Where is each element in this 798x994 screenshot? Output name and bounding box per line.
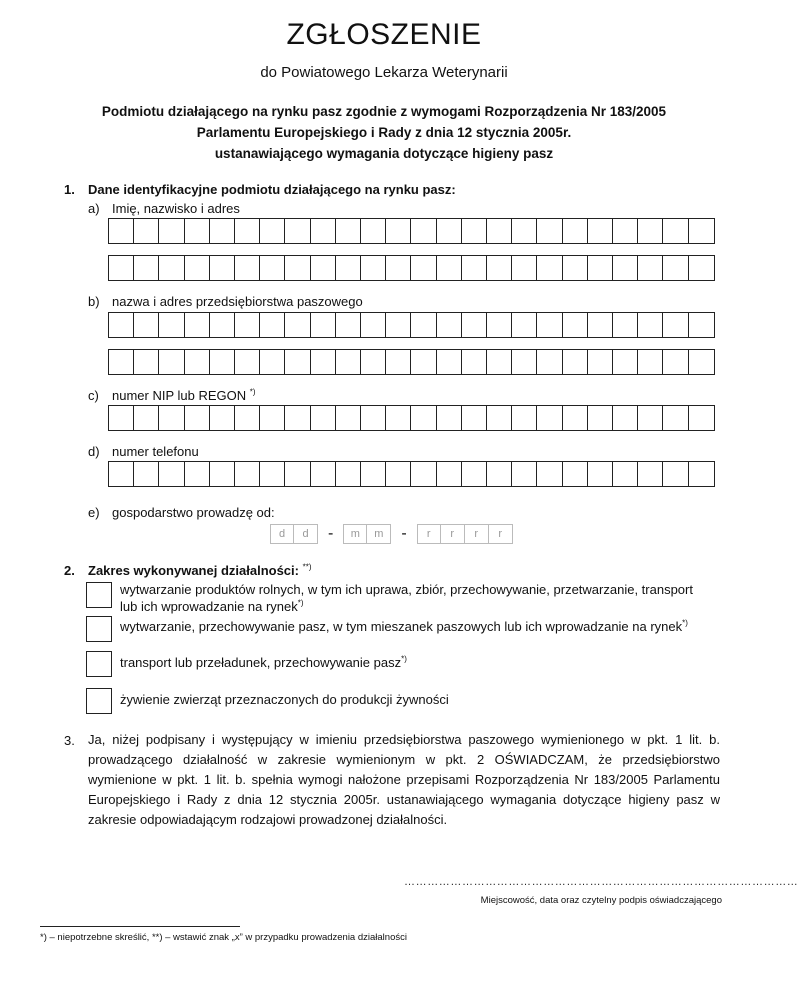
input-cell[interactable] — [260, 313, 285, 337]
input-cell[interactable] — [134, 350, 159, 374]
input-cell[interactable] — [361, 256, 386, 280]
input-cell[interactable] — [462, 256, 487, 280]
input-cell[interactable] — [185, 313, 210, 337]
input-cell[interactable] — [311, 462, 336, 486]
date-day[interactable]: d d — [270, 524, 318, 544]
input-cell[interactable] — [285, 313, 310, 337]
input-cell[interactable] — [336, 313, 361, 337]
input-cell[interactable] — [311, 350, 336, 374]
input-cell[interactable] — [487, 406, 512, 430]
input-cell[interactable] — [386, 350, 411, 374]
input-cell[interactable] — [411, 313, 436, 337]
input-cell[interactable] — [512, 350, 537, 374]
input-cell[interactable] — [159, 256, 184, 280]
input-cell[interactable] — [260, 219, 285, 243]
input-cell[interactable] — [210, 219, 235, 243]
section-1-heading: 1. Dane identyfikacyjne podmiotu działającego na rynku pasz: — [64, 182, 456, 197]
input-cell[interactable] — [563, 313, 588, 337]
input-cell[interactable] — [512, 406, 537, 430]
input-cell[interactable] — [462, 219, 487, 243]
input-cell[interactable] — [563, 350, 588, 374]
input-cell[interactable] — [663, 406, 688, 430]
input-cell[interactable] — [260, 406, 285, 430]
input-cell[interactable] — [260, 256, 285, 280]
input-cell[interactable] — [235, 256, 260, 280]
input-cell[interactable] — [134, 462, 159, 486]
company-grid-row-1[interactable] — [108, 312, 715, 338]
nip-regon-grid[interactable] — [108, 405, 715, 431]
input-cell[interactable] — [361, 350, 386, 374]
input-cell[interactable] — [185, 219, 210, 243]
input-cell[interactable] — [437, 256, 462, 280]
input-cell[interactable] — [462, 406, 487, 430]
input-cell[interactable] — [512, 313, 537, 337]
input-cell[interactable] — [613, 256, 638, 280]
input-cell[interactable] — [487, 313, 512, 337]
input-cell[interactable] — [336, 219, 361, 243]
input-cell[interactable] — [487, 350, 512, 374]
input-cell[interactable] — [462, 462, 487, 486]
input-cell[interactable] — [537, 406, 562, 430]
input-cell[interactable] — [613, 350, 638, 374]
input-cell[interactable] — [437, 350, 462, 374]
input-cell[interactable] — [437, 462, 462, 486]
input-cell[interactable] — [537, 350, 562, 374]
input-cell[interactable] — [462, 313, 487, 337]
input-cell[interactable] — [285, 462, 310, 486]
input-cell[interactable] — [109, 219, 134, 243]
input-cell[interactable] — [663, 462, 688, 486]
input-cell[interactable] — [613, 462, 638, 486]
input-cell[interactable] — [285, 219, 310, 243]
input-cell[interactable] — [487, 256, 512, 280]
input-cell[interactable] — [159, 313, 184, 337]
name-address-grid-row-2[interactable] — [108, 255, 715, 281]
input-cell[interactable] — [437, 219, 462, 243]
input-cell[interactable] — [638, 350, 663, 374]
input-cell[interactable] — [386, 406, 411, 430]
signature-caption: Miejscowość, data oraz czytelny podpis oświadczającego — [480, 895, 722, 906]
input-cell[interactable] — [411, 406, 436, 430]
input-cell[interactable] — [563, 462, 588, 486]
input-cell[interactable] — [235, 350, 260, 374]
input-cell[interactable] — [235, 462, 260, 486]
input-cell[interactable] — [689, 219, 714, 243]
input-cell[interactable] — [588, 350, 613, 374]
regulation-line-2: Parlamentu Europejskiego i Rady z dnia 12 stycznia 2005r. — [196, 125, 572, 140]
regulation-line-1: Podmiotu działającego na rynku pasz zgodnie z wymogami Rozporządzenia Nr 183/2005 — [101, 104, 667, 119]
input-cell[interactable] — [109, 256, 134, 280]
input-cell[interactable] — [638, 219, 663, 243]
footnote: *) – niepotrzebne skreślić, **) – wstawić znak „x” w przypadku prowadzenia działalności — [40, 932, 407, 943]
input-cell[interactable] — [134, 256, 159, 280]
input-cell[interactable] — [689, 406, 714, 430]
input-cell[interactable] — [386, 256, 411, 280]
input-cell[interactable] — [386, 462, 411, 486]
input-cell[interactable] — [210, 256, 235, 280]
input-cell[interactable] — [588, 406, 613, 430]
input-cell[interactable] — [185, 462, 210, 486]
input-cell[interactable] — [134, 313, 159, 337]
date-month[interactable]: m m — [343, 524, 391, 544]
activity-checkbox-3[interactable] — [86, 651, 112, 677]
input-cell[interactable] — [134, 219, 159, 243]
input-cell[interactable] — [109, 406, 134, 430]
input-cell[interactable] — [437, 313, 462, 337]
input-cell[interactable] — [336, 350, 361, 374]
input-cell[interactable] — [336, 462, 361, 486]
start-date-field[interactable] — [270, 524, 513, 544]
input-cell[interactable] — [260, 462, 285, 486]
date-separator: - — [328, 525, 334, 542]
section-2-heading: 2. Zakres wykonywanej działalności: **) — [64, 562, 312, 578]
input-cell[interactable] — [134, 406, 159, 430]
input-cell[interactable] — [159, 219, 184, 243]
input-cell[interactable] — [638, 313, 663, 337]
input-cell[interactable] — [386, 313, 411, 337]
input-cell[interactable] — [311, 256, 336, 280]
input-cell[interactable] — [588, 256, 613, 280]
input-cell[interactable] — [663, 313, 688, 337]
input-cell[interactable] — [210, 350, 235, 374]
input-cell[interactable] — [109, 313, 134, 337]
input-cell[interactable] — [663, 350, 688, 374]
date-separator: - — [401, 525, 407, 542]
footnote-divider — [40, 926, 240, 927]
input-cell[interactable] — [588, 219, 613, 243]
name-address-grid-row-1[interactable] — [108, 218, 715, 244]
input-cell[interactable] — [285, 406, 310, 430]
input-cell[interactable] — [689, 256, 714, 280]
company-grid-row-2[interactable] — [108, 349, 715, 375]
input-cell[interactable] — [285, 256, 310, 280]
input-cell[interactable] — [159, 350, 184, 374]
input-cell[interactable] — [537, 256, 562, 280]
input-cell[interactable] — [311, 313, 336, 337]
section-3-number: 3. — [64, 733, 75, 748]
input-cell[interactable] — [689, 462, 714, 486]
input-cell[interactable] — [386, 219, 411, 243]
input-cell[interactable] — [336, 256, 361, 280]
field-a-label: a) Imię, nazwisko i adres — [88, 201, 240, 216]
input-cell[interactable] — [235, 313, 260, 337]
input-cell[interactable] — [185, 350, 210, 374]
input-cell[interactable] — [663, 256, 688, 280]
input-cell[interactable] — [210, 406, 235, 430]
regulation-line-3: ustanawiającego wymagania dotyczące higieny pasz — [214, 146, 554, 161]
input-cell[interactable] — [588, 313, 613, 337]
field-b-label: b) nazwa i adres przedsiębiorstwa paszowego — [88, 294, 363, 309]
input-cell[interactable] — [512, 256, 537, 280]
input-cell[interactable] — [159, 406, 184, 430]
activity-option-1: wytwarzanie produktów rolnych, w tym ich uprawa, zbiór, przechowywanie, przetwarzanie, transport lub ich wprowadzanie na rynek*) — [120, 582, 693, 614]
input-cell[interactable] — [361, 406, 386, 430]
form-subtitle: do Powiatowego Lekarza Weterynarii — [260, 64, 508, 81]
input-cell[interactable] — [537, 219, 562, 243]
input-cell[interactable] — [563, 406, 588, 430]
activity-option-3: transport lub przeładunek, przechowywanie pasz*) — [120, 654, 407, 670]
phone-grid[interactable] — [108, 461, 715, 487]
input-cell[interactable] — [512, 219, 537, 243]
input-cell[interactable] — [437, 406, 462, 430]
input-cell[interactable] — [109, 350, 134, 374]
input-cell[interactable] — [588, 462, 613, 486]
activity-checkbox-4[interactable] — [86, 688, 112, 714]
input-cell[interactable] — [689, 313, 714, 337]
input-cell[interactable] — [411, 462, 436, 486]
input-cell[interactable] — [311, 219, 336, 243]
field-e-label: e) gospodarstwo prowadzę od: — [88, 505, 275, 520]
input-cell[interactable] — [563, 256, 588, 280]
input-cell[interactable] — [411, 350, 436, 374]
input-cell[interactable] — [185, 256, 210, 280]
input-cell[interactable] — [285, 350, 310, 374]
signature-line: ………………………………………………………………………………………… — [404, 876, 798, 888]
field-d-label: d) numer telefonu — [88, 444, 199, 459]
input-cell[interactable] — [487, 219, 512, 243]
date-year[interactable]: r r r r — [417, 524, 513, 544]
input-cell[interactable] — [361, 313, 386, 337]
input-cell[interactable] — [537, 462, 562, 486]
input-cell[interactable] — [689, 350, 714, 374]
input-cell[interactable] — [210, 462, 235, 486]
input-cell[interactable] — [159, 462, 184, 486]
input-cell[interactable] — [512, 462, 537, 486]
input-cell[interactable] — [462, 350, 487, 374]
input-cell[interactable] — [260, 350, 285, 374]
input-cell[interactable] — [613, 313, 638, 337]
input-cell[interactable] — [638, 462, 663, 486]
input-cell[interactable] — [487, 462, 512, 486]
input-cell[interactable] — [361, 219, 386, 243]
input-cell[interactable] — [411, 219, 436, 243]
input-cell[interactable] — [109, 462, 134, 486]
form-title: ZGŁOSZENIE — [286, 18, 482, 51]
input-cell[interactable] — [638, 406, 663, 430]
input-cell[interactable] — [361, 462, 386, 486]
field-c-label: c) numer NIP lub REGON *) — [88, 387, 256, 403]
activity-option-2: wytwarzanie, przechowywanie pasz, w tym mieszanek paszowych lub ich wprowadzanie na rynek*) — [120, 618, 688, 634]
activity-option-4: żywienie zwierząt przeznaczonych do produkcji żywności — [120, 692, 449, 707]
input-cell[interactable] — [210, 313, 235, 337]
declaration-text: Ja, niżej podpisany i występujący w imieniu przedsiębiorstwa paszowego wymienionego w pkt. 1 lit. b. prowadzącego działalność w zakresie wymienionym w pkt. 2 OŚWIADCZAM, że przedsiębiorstwo wymienione w pkt. 1 lit. b. spełnia wymogi nałożone przepisami Rozporządzenia Nr 183/2005 Parlamentu Europejskiego i Rady z dnia 12 stycznia 2005r. ustanawiającego wymagania dotyczące higieny pasz w zakresie odpowiadającym rodzajowi prowadzonej działalności. — [88, 732, 720, 827]
input-cell[interactable] — [235, 219, 260, 243]
activity-checkbox-1[interactable] — [86, 582, 112, 608]
input-cell[interactable] — [537, 313, 562, 337]
input-cell[interactable] — [235, 406, 260, 430]
input-cell[interactable] — [311, 406, 336, 430]
input-cell[interactable] — [185, 406, 210, 430]
input-cell[interactable] — [563, 219, 588, 243]
input-cell[interactable] — [336, 406, 361, 430]
input-cell[interactable] — [411, 256, 436, 280]
activity-checkbox-2[interactable] — [86, 616, 112, 642]
input-cell[interactable] — [638, 256, 663, 280]
input-cell[interactable] — [663, 219, 688, 243]
input-cell[interactable] — [613, 406, 638, 430]
input-cell[interactable] — [613, 219, 638, 243]
